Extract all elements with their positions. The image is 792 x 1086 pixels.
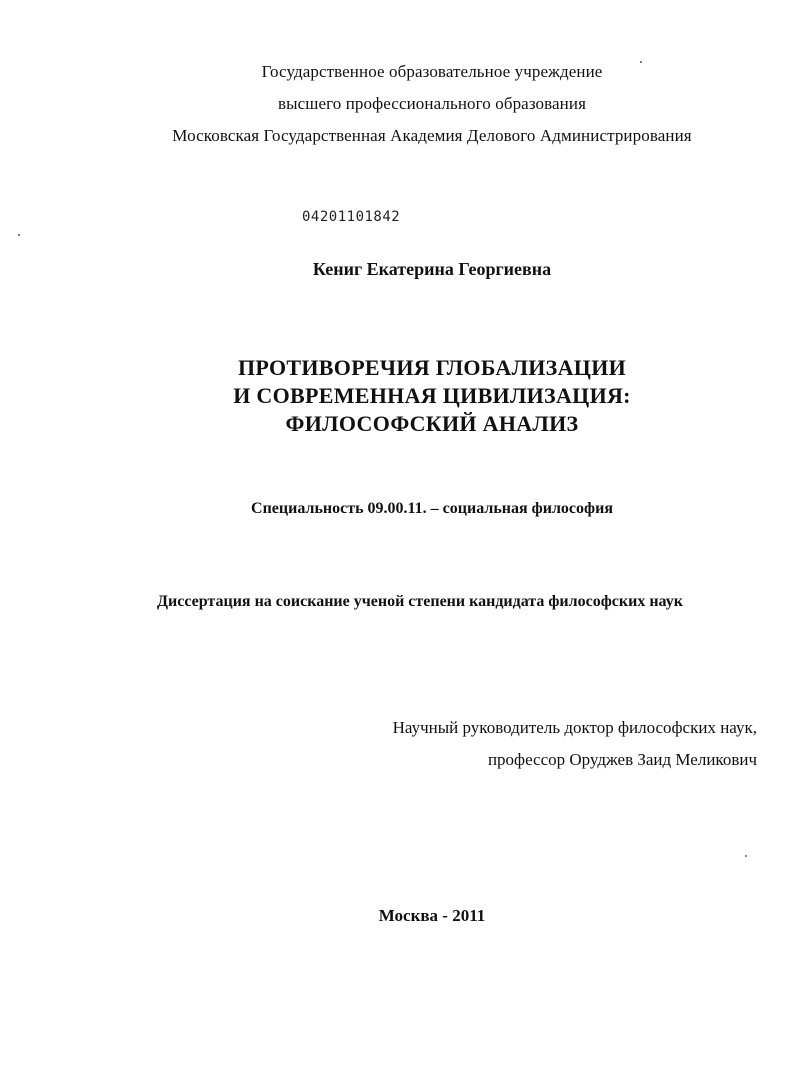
author-name: Кениг Екатерина Георгиевна (312, 259, 552, 279)
institution-line-3: Московская Государственная Академия Делового Администрирования (172, 126, 692, 145)
scan-speck (745, 855, 747, 857)
title-line-1: ПРОТИВОРЕЧИЯ ГЛОБАЛИЗАЦИИ (237, 355, 627, 380)
institution-line-1: Государственное образовательное учреждение (261, 62, 603, 81)
title-line-2: И СОВРЕМЕННАЯ ЦИВИЛИЗАЦИЯ: (233, 383, 631, 408)
title-line-3: ФИЛОСОФСКИЙ АНАЛИЗ (285, 411, 579, 436)
supervisor-line-1: Научный руководитель доктор философских наук, (392, 718, 757, 737)
supervisor-line-2: профессор Оруджев Заид Меликович (487, 750, 757, 769)
specialty: Специальность 09.00.11. – социальная философия (251, 500, 613, 517)
scan-speck (18, 234, 20, 236)
dissertation-statement: Диссертация на соискание ученой степени кандидата философских наук (157, 593, 683, 610)
place-and-year: Москва - 2011 (378, 906, 486, 925)
document-code: 04201101842 (302, 209, 401, 225)
institution-line-2: высшего профессионального образования (278, 94, 586, 113)
